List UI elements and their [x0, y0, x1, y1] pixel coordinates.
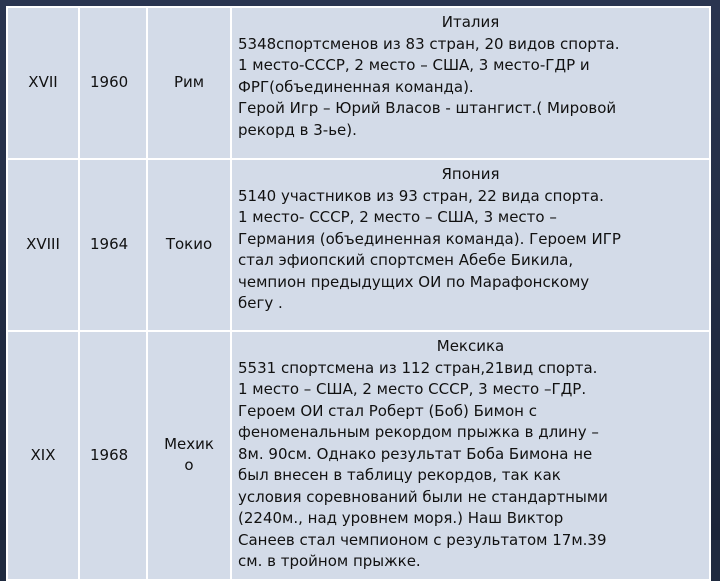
description-line: 1 место-СССР, 2 место – США, 3 место-ГДР и	[238, 56, 590, 74]
description-line: 1 место- СССР, 2 место – США, 3 место –	[238, 208, 557, 226]
games-number: XVII	[7, 7, 79, 159]
games-number: XVIII	[7, 159, 79, 331]
games-year: 1964	[79, 159, 147, 331]
games-description	[231, 7, 710, 159]
host-city-line: о	[184, 456, 194, 475]
games-number: XIX	[7, 331, 79, 580]
olympics-table	[6, 6, 711, 581]
host-country: Япония	[441, 165, 500, 183]
host-city: Рим	[147, 7, 231, 159]
description-line: стал эфиопский спортсмен Абебе Бикила,	[238, 251, 574, 269]
description-line: Германия (объединенная команда). Героем ИГР	[238, 229, 621, 248]
games-description	[231, 159, 710, 331]
description-line: бегу .	[238, 294, 283, 312]
description-line: рекорд в 3-ье).	[238, 120, 357, 139]
description-line: 8м. 90см. Однако результат Боба Бимона не	[238, 444, 593, 463]
description-line: 5348спортсменов из 83 стран, 20 видов спорта.	[238, 34, 620, 53]
table-row	[7, 159, 710, 331]
description-line: чемпион предыдущих ОИ по Марафонскому	[238, 272, 590, 291]
description-line: был внесен в таблицу рекордов, так как	[238, 466, 561, 484]
table-row	[7, 7, 710, 159]
host-country: Мексика	[436, 337, 505, 355]
description-line: условия соревнований были не стандартными	[238, 487, 608, 506]
host-city: Токио	[147, 159, 231, 331]
description-line: феноменальным рекордом прыжка в длину –	[238, 423, 599, 441]
description-line: (2240м., над уровнем моря.) Наш Виктор	[238, 509, 564, 527]
table-row	[7, 331, 710, 580]
description-line: Героем ОИ стал Роберт (Боб) Бимон с	[238, 401, 537, 420]
games-description	[231, 331, 710, 580]
description-line: 5140 участников из 93 стран, 22 вида спорта.	[238, 186, 604, 205]
description-line: 1 место – США, 2 место СССР, 3 место –ГДР.	[238, 380, 587, 398]
description-line: Санеев стал чемпионом с результатом 17м.39	[238, 530, 607, 549]
games-year: 1960	[79, 7, 147, 159]
description-line: см. в тройном прыжке.	[238, 552, 421, 570]
description-line: 5531 спортсмена из 112 стран,21вид спорта.	[238, 358, 598, 377]
host-city-line: Мехик	[164, 434, 214, 453]
description-line: ФРГ(объединенная команда).	[238, 77, 474, 96]
description-line: Герой Игр – Юрий Власов - штангист.( Мировой	[238, 99, 617, 117]
games-year: 1968	[79, 331, 147, 580]
host-city	[147, 331, 231, 580]
host-country: Италия	[441, 13, 500, 31]
